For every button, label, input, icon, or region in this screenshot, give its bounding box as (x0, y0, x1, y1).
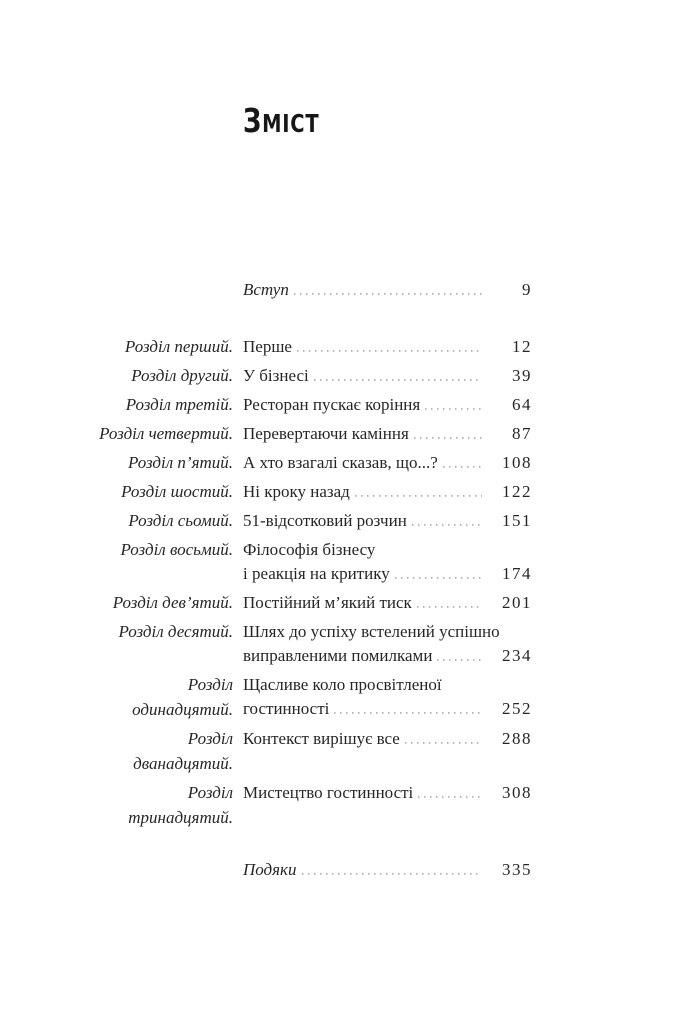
page-number: 9 (522, 280, 532, 299)
page-number: 252 (502, 699, 532, 718)
page-number: 87 (512, 424, 532, 443)
toc-entry (85, 363, 531, 388)
chapter-label: Розділ дванадцятий. (133, 729, 233, 773)
table-of-contents (85, 277, 531, 886)
toc-entry (85, 334, 531, 359)
toc-entry-line (243, 334, 531, 359)
page-number: 12 (512, 337, 532, 356)
chapter-title: 51-відсотковий розчин (243, 511, 407, 530)
chapter-title: У бізнесі (243, 366, 309, 385)
dot-leader (412, 508, 482, 533)
page-number: 122 (502, 482, 532, 501)
toc-entry-body (243, 277, 531, 302)
page-number: 39 (512, 366, 532, 385)
page-number: 174 (502, 564, 532, 583)
dot-leader (414, 421, 482, 446)
page-title-rest: МІСТ (262, 109, 320, 138)
chapter-title: Щасливе коло просвітленої (243, 675, 442, 694)
chapter-title: Перше (243, 337, 292, 356)
toc-entry-body (243, 726, 531, 751)
toc-entry-body (243, 537, 531, 586)
toc-entry-body (243, 590, 531, 615)
dot-leader (355, 479, 482, 504)
dot-leader (314, 363, 482, 388)
dot-leader (294, 277, 482, 302)
toc-entry-body (243, 334, 531, 359)
toc-entry (85, 780, 531, 830)
chapter-label: Розділ третій. (125, 395, 233, 414)
chapter-label: Розділ тринадцятий. (128, 783, 233, 827)
chapter-title: Подяки (243, 860, 297, 879)
toc-entry-line (243, 363, 531, 388)
chapter-title: гостинності (243, 699, 330, 718)
chapter-title: Філософія бізнесу (243, 540, 376, 559)
page-number: 151 (502, 511, 532, 530)
chapter-label: Розділ п’ятий. (127, 453, 233, 472)
toc-entry (85, 537, 531, 586)
toc-entry-line (243, 697, 531, 721)
toc-entry-body (243, 421, 531, 446)
chapter-label: Розділ одинадцятий. (132, 675, 233, 719)
toc-entry-line (243, 277, 531, 302)
chapter-label: Розділ десятий. (118, 622, 233, 641)
chapter-title: Контекст вирішує все (243, 729, 400, 748)
chapter-label: Розділ шостий. (121, 482, 233, 501)
toc-entry (85, 857, 531, 882)
toc-entry (85, 479, 531, 504)
chapter-title: А хто взагалі сказав, що...? (243, 453, 438, 472)
page-number: 288 (502, 729, 532, 748)
dot-leader (297, 334, 482, 359)
toc-entry-line (243, 479, 531, 504)
chapter-title: Вступ (243, 280, 289, 299)
chapter-label: Розділ четвертий. (99, 424, 233, 443)
toc-entry-body (243, 508, 531, 533)
chapter-label: Розділ другий. (131, 366, 233, 385)
toc-entry-line (243, 562, 531, 586)
chapter-title: Мистецтво гостинності (243, 783, 414, 802)
toc-entry-line (243, 421, 531, 446)
chapter-title: Ресторан пускає коріння (243, 395, 421, 414)
chapter-title: Ні кроку назад (243, 482, 350, 501)
toc-entry-body (243, 857, 531, 882)
toc-entry-line (243, 508, 531, 533)
toc-entry (85, 392, 531, 417)
toc-entry (85, 508, 531, 533)
toc-entry-body (243, 479, 531, 504)
toc-entry (85, 619, 531, 668)
dot-leader (418, 780, 482, 805)
toc-entry-body (243, 450, 531, 475)
page-number: 335 (502, 860, 532, 879)
toc-entry-line (243, 450, 531, 475)
chapter-title: виправленими помилками (243, 646, 433, 665)
toc-entry (85, 450, 531, 475)
toc-entry-body (243, 392, 531, 417)
chapter-title: Шлях до успіху встелений успішно (243, 622, 500, 641)
page-title (243, 101, 320, 141)
dot-leader (443, 450, 482, 475)
chapter-title: Перевертаючи каміння (243, 424, 409, 443)
toc-entry-line (243, 619, 531, 644)
chapter-label: Розділ перший. (124, 337, 233, 356)
chapter-title: Постійний м’який тиск (243, 593, 412, 612)
toc-entry (85, 672, 531, 722)
dot-leader (302, 857, 482, 882)
toc-entry (85, 590, 531, 615)
toc-entry (85, 421, 531, 446)
toc-entry (85, 726, 531, 776)
dot-leader (405, 726, 482, 751)
toc-entry-line (243, 392, 531, 417)
toc-entry-line (243, 857, 531, 882)
chapter-label: Розділ сьомий. (128, 511, 233, 530)
toc-entry-line (243, 726, 531, 751)
page-number: 64 (512, 395, 532, 414)
chapter-title: і реакція на критику (243, 564, 390, 583)
page-number: 234 (502, 646, 532, 665)
toc-entry (85, 277, 531, 302)
chapter-label: Розділ дев’ятий. (112, 593, 233, 612)
chapter-label: Розділ восьмий. (120, 540, 233, 559)
toc-entry-line (243, 590, 531, 615)
toc-entry-body (243, 363, 531, 388)
toc-entry-line (243, 644, 531, 668)
page-number: 308 (502, 783, 532, 802)
dot-leader (417, 590, 482, 615)
toc-entry-body (243, 619, 531, 668)
toc-entry-line (243, 780, 531, 805)
dot-leader (334, 697, 482, 721)
page-title-initial: З (243, 101, 263, 140)
page-number: 108 (502, 453, 532, 472)
page-number: 201 (502, 593, 532, 612)
toc-entry-body (243, 672, 531, 721)
toc-entry-body (243, 780, 531, 805)
dot-leader (395, 562, 482, 586)
toc-entry-line (243, 537, 531, 562)
dot-leader (437, 644, 482, 668)
toc-entry-line (243, 672, 531, 697)
dot-leader (425, 392, 482, 417)
